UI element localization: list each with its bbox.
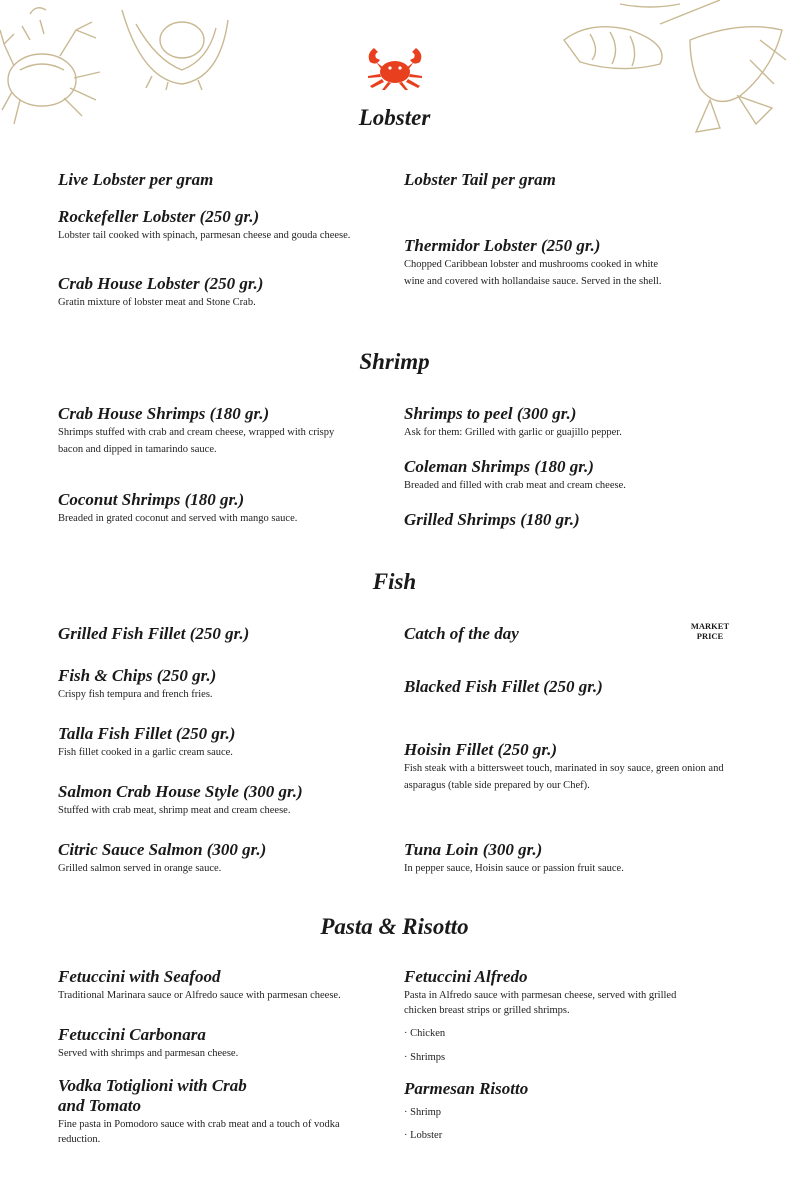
menu-item-parmesan-risotto [404,1079,704,1099]
menu-item-lobster-tail [404,170,704,190]
menu-item-fetuccini-alfredo [404,967,694,1018]
item-name: Hoisin Fillet (250 gr.) [404,740,558,759]
item-description: Grilled salmon served in orange sauce. [58,863,222,874]
option-chicken: · Chicken [404,1028,446,1039]
menu-item-vodka-totiglioni [58,1076,353,1147]
menu-item-rockefeller-lobster [58,207,358,243]
item-name: Fetuccini with Seafood [58,967,221,986]
item-description: Gratin mixture of lobster meat and Stone Crab. [58,297,256,308]
item-description: Served with shrimps and parmesan cheese. [58,1048,239,1059]
section-title-pasta-risotto: Pasta & Risotto [320,914,469,939]
menu-item-fish-and-chips [58,666,358,702]
item-name: Fetuccini Alfredo [404,967,528,986]
menu-item-fetuccini-seafood [58,967,358,1003]
item-description: Breaded and filled with crab meat and cream cheese. [404,480,626,491]
section-title-shrimp: Shrimp [359,349,430,374]
menu-item-fetuccini-carbonara [58,1025,358,1061]
item-description: Shrimps stuffed with crab and cream cheese, wrapped with crispy bacon and dipped in tamarindo sauce. [58,427,335,455]
menu-item-coconut-shrimps [58,490,358,527]
item-description: Ask for them: Grilled with garlic or guajillo pepper. [404,427,622,438]
menu-item-grilled-fish-fillet [58,624,358,644]
menu-item-crab-house-shrimps [58,404,358,458]
item-name: Rockefeller Lobster (250 gr.) [58,207,260,226]
item-description: Breaded in grated coconut and served with mango sauce. [58,513,298,524]
item-description: In pepper sauce, Hoisin sauce or passion fruit sauce. [404,863,624,874]
section-title-fish: Fish [372,569,417,594]
item-name: Fish & Chips (250 gr.) [58,666,217,685]
menu-item-catch-of-the-day [404,624,664,644]
item-name: Grilled Fish Fillet (250 gr.) [58,624,250,643]
menu-item-crab-house-lobster [58,274,358,310]
item-description: Chopped Caribbean lobster and mushrooms cooked in white wine and covered with hollandaise sauce. Served in the shell. [404,259,662,287]
menu-item-live-lobster [58,170,358,190]
menu-item-talla-fish-fillet [58,724,358,760]
item-description: Fine pasta in Pomodoro sauce with crab meat and a touch of vodka reduction. [58,1119,340,1145]
menu-item-citric-sauce-salmon [58,840,358,876]
item-name: Thermidor Lobster (250 gr.) [404,236,601,255]
item-name: Talla Fish Fillet (250 gr.) [58,724,236,743]
item-description: Traditional Marinara sauce or Alfredo sauce with parmesan cheese. [58,990,341,1001]
item-name: Grilled Shrimps (180 gr.) [404,510,580,529]
menu-item-hoisin-fillet [404,740,724,794]
market-price-label: MARKET PRICE [690,621,730,641]
item-name: Live Lobster per gram [58,170,214,189]
scallop-sketch-icon [112,0,232,90]
item-name: Coleman Shrimps (180 gr.) [404,457,594,476]
item-name: Tuna Loin (300 gr.) [404,840,543,859]
option-shrimp: · Shrimp [404,1107,442,1118]
item-description: Stuffed with crab meat, shrimp meat and cream cheese. [58,805,291,816]
menu-item-blacked-fish-fillet [404,677,704,697]
item-description: Lobster tail cooked with spinach, parmesan cheese and gouda cheese. [58,230,351,241]
item-description: Fish steak with a bittersweet touch, marinated in soy sauce, green onion and asparagus (table side prepared by our Chef). [404,763,724,791]
item-description: Crispy fish tempura and french fries. [58,689,213,700]
section-title-lobster: Lobster [358,105,431,130]
menu-item-salmon-crab-house-style [58,782,378,818]
item-name: Crab House Lobster (250 gr.) [58,274,264,293]
menu-item-tuna-loin [404,840,724,876]
item-name: Catch of the day [404,624,519,643]
item-name: Shrimps to peel (300 gr.) [404,404,577,423]
item-name: Coconut Shrimps (180 gr.) [58,490,245,509]
option-shrimps: · Shrimps [404,1052,446,1063]
item-name: Blacked Fish Fillet (250 gr.) [404,677,603,696]
item-description: Fish fillet cooked in a garlic cream sauce. [58,747,233,758]
option-lobster: · Lobster [404,1130,443,1141]
menu-item-shrimps-to-peel [404,404,704,441]
item-name: Citric Sauce Salmon (300 gr.) [58,840,267,859]
crab-logo-icon [364,44,426,90]
menu-item-thermidor-lobster [404,236,674,290]
item-description: Pasta in Alfredo sauce with parmesan cheese, served with grilled chicken breast strips or grilled shrimps. [404,990,677,1016]
menu-item-coleman-shrimps [404,457,724,494]
item-name: Vodka Totiglioni with Crab and Tomato [58,1076,247,1115]
item-name: Salmon Crab House Style (300 gr.) [58,782,303,801]
menu-item-grilled-shrimps [404,510,704,530]
item-name: Parmesan Risotto [404,1079,529,1098]
item-name: Crab House Shrimps (180 gr.) [58,404,270,423]
item-name: Lobster Tail per gram [404,170,556,189]
item-name: Fetuccini Carbonara [58,1025,206,1044]
